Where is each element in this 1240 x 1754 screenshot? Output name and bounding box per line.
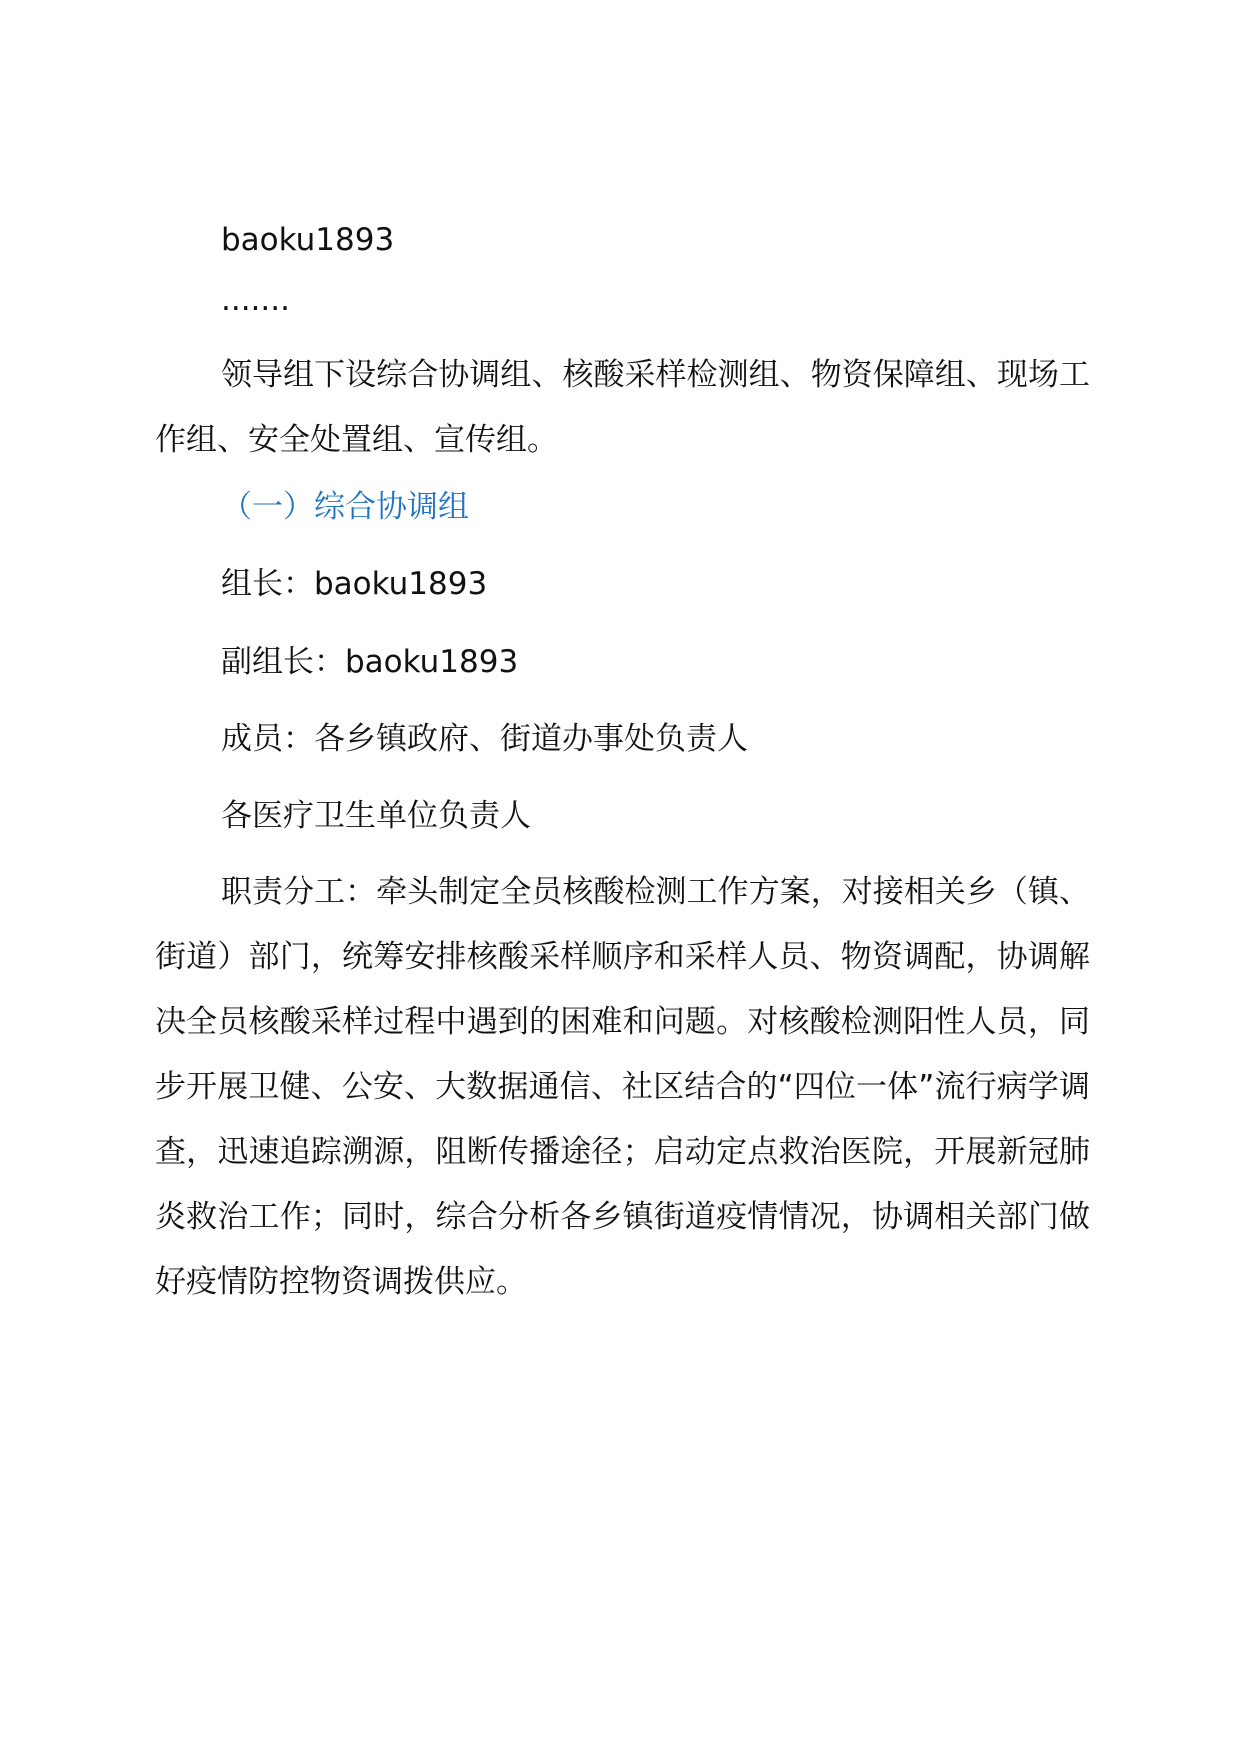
intro-paragraph: 领导组下设综合协调组、核酸采样检测组、物资保障组、现场工作组、安全处置组、宣传组。 <box>155 357 1090 458</box>
members-continuation-line: 各医疗卫生单位负责人 <box>221 798 531 834</box>
deputy-leader-line: 副组长：baoku1893 <box>221 644 519 680</box>
placeholder-text: baoku1893 <box>221 222 395 258</box>
ellipsis-text: ....... <box>221 282 290 318</box>
members-line: 成员：各乡镇政府、街道办事处负责人 <box>221 721 748 757</box>
section-heading: （一）综合协调组 <box>221 489 469 525</box>
leader-line: 组长：baoku1893 <box>221 566 488 602</box>
duties-paragraph: 职责分工：牵头制定全员核酸检测工作方案，对接相关乡（镇、街道）部门，统筹安排核酸采样顺序和采样人员、物资调配，协调解决全员核酸采样过程中遇到的困难和问题。对核酸检测阳性人员，同步开展卫健、公安、大数据通信、社区结合的“四位一体”流行病学调查，迅速追踪溯源，阻断传播途径；启动定点救治医院，开展新冠肺炎救治工作；同时，综合分析各乡镇街道疫情情况，协调相关部门做好疫情防控物资调拨供应。 <box>155 874 1090 1300</box>
